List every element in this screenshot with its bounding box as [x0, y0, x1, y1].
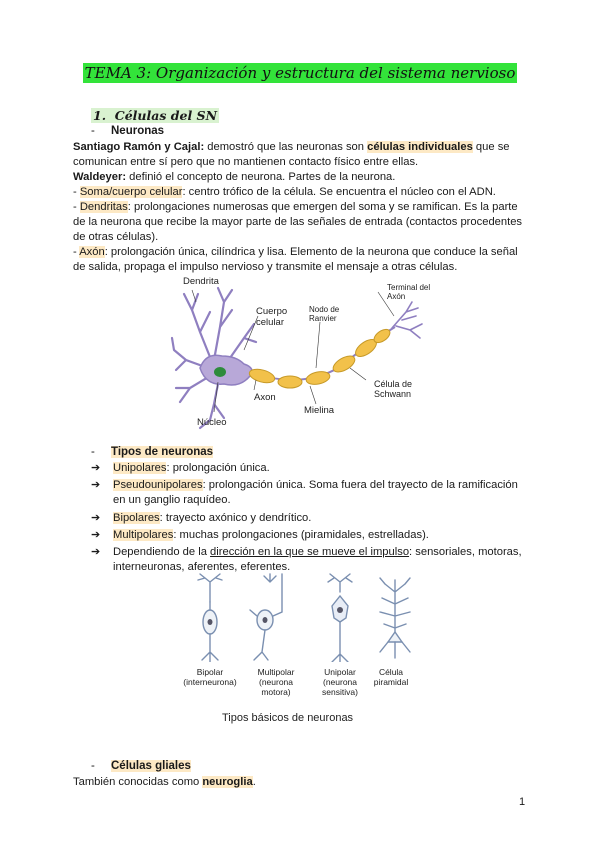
- neuronas-heading: - Neuronas: [91, 125, 165, 137]
- label-axon: Axon: [254, 392, 276, 403]
- unipolar-neuron: [328, 574, 352, 662]
- label-mielina: Mielina: [304, 405, 335, 416]
- bipolar-neuron: [198, 574, 222, 662]
- axon-terminals: [392, 302, 422, 338]
- cajal-line: Santiago Ramón y Cajal: demostró que las neuronas son células individuales que se: [73, 141, 510, 153]
- list-item: ➔ Bipolares: trayecto axónico y dendrítico.: [91, 511, 312, 524]
- nucleus: [214, 367, 226, 377]
- tipos-heading: - Tipos de neuronas: [91, 446, 214, 458]
- waldeyer-line: Waldeyer: definió el concepto de neurona. Partes de la neurona.: [73, 171, 396, 183]
- list-item: ➔ Unipolares: prolongación única.: [91, 462, 270, 474]
- page-title: TEMA 3: Organización y estructura del sistema nervioso: [84, 64, 516, 82]
- caption-bipolar: Bipolar (interneurona): [183, 667, 237, 687]
- label-celula: Célula de: [374, 379, 413, 389]
- label-schwann: Schwann: [374, 389, 412, 399]
- label-nodo: Nodo de: [309, 305, 340, 314]
- neuron-types-diagram: [180, 572, 420, 662]
- list-item: ➔ Pseudounipolares: prolongación única. Soma fuera del trayecto de la ramificación en un ganglio raquídeo.: [91, 479, 518, 507]
- myelin-sheaths: [248, 327, 392, 388]
- caption-piramidal: Célula piramidal: [373, 667, 409, 687]
- gliales-heading: - Células gliales: [91, 760, 191, 772]
- soma-shape: [200, 355, 252, 385]
- label-terminal: Terminal del: [387, 283, 431, 292]
- caption-unipolar: Unipolar (neurona sensitiva): [322, 667, 358, 697]
- caption-multipolar: Multipolar (neurona motora): [257, 667, 295, 697]
- section-heading: 1. Células del SN: [93, 108, 218, 123]
- label-dendrita: Dendrita: [183, 276, 219, 287]
- neuronas-text: Santiago Ramón y Cajal: demostró que las neuronas son células individuales que se comunican entre sí pero que no mantienen contacto físico entre ellas. Waldeyer: definió el concepto de neurona. Partes de la neurona. - Soma/cuerpo celular: centro trófico de la célula. Se encuentra el núcleo con el ADN. - Dendritas: prolongaciones numerosas que emergen del soma y se ramifican. Es la parte de la neurona que recibe la mayor parte de las señales de entrada (contactos procedentes de otras células). - Axón: prolongación única, cilíndrica y lisa. Elemento de la neurona que conduce la señal de salida, propaga el impulso nervioso y transmite el mensaje a otras células.: [73, 140, 533, 275]
- label-cuerpo: Cuerpo: [256, 306, 288, 317]
- dendritas-line: - Dendritas: prolongaciones numerosas que emergen del soma y se ramifican. Es la parte: [73, 201, 518, 213]
- pyramidal-neuron: [380, 578, 410, 658]
- gliales-text: También conocidas como neuroglia.: [73, 776, 256, 788]
- page-number: 1: [519, 796, 526, 808]
- list-item: ➔ Multipolares: muchas prolongaciones (piramidales, estrelladas).: [91, 528, 429, 541]
- tipos-list: [91, 461, 531, 577]
- label-nucleo: Núcleo: [197, 417, 227, 428]
- axon-line: - Axón: prolongación única, cilíndrica y lisa. Elemento de la neurona que conduce la señal: [73, 246, 518, 258]
- multipolar-neuron: [250, 574, 282, 660]
- figure-caption: Tipos básicos de neuronas: [222, 712, 354, 724]
- label-ranvier: Ranvier: [309, 314, 337, 323]
- label-axon-terminal: Axón: [387, 292, 406, 301]
- label-celular: celular: [256, 317, 284, 328]
- list-item: ➔ Dependiendo de la dirección en la que se mueve el impulso: sensoriales, motoras, interneuronas, aferentes, eferentes.: [91, 546, 522, 574]
- soma-line: - Soma/cuerpo celular: centro trófico de la célula. Se encuentra el núcleo con el ADN.: [73, 186, 496, 198]
